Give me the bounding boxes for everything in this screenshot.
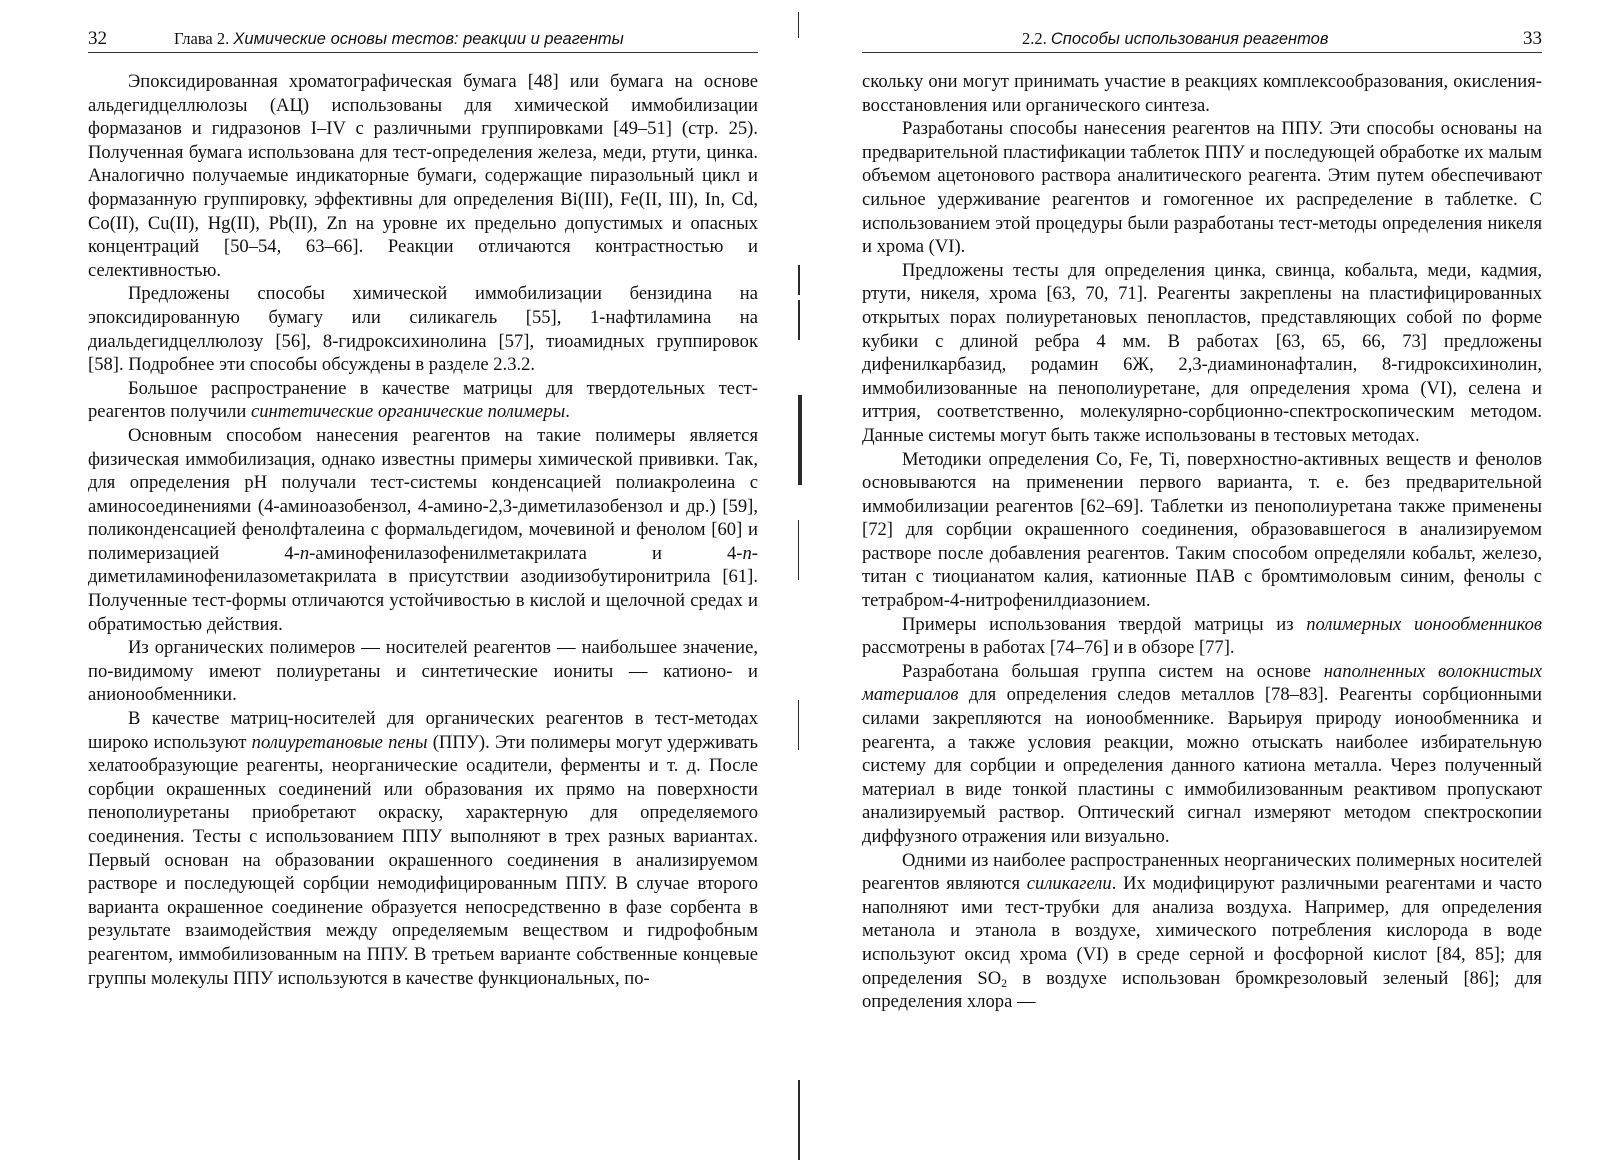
- text-run: В качестве матриц-носителей для органических реагентов в тест-методах широко используют: [88, 708, 758, 753]
- running-head-title: [1022, 29, 1328, 49]
- chapter-title: Химические основы тестов: реакции и реагенты: [233, 30, 624, 48]
- italic-term: наполненных волокнистых материалов: [862, 660, 1542, 706]
- text-run: Предложены тесты для определения цинка, свинца, кобальта, меди, кадмия, ртути, никеля, хрома [63, 70, 71]. Реагенты закреплены на пластифицированных открытых порах полиуретановых пенопластов, представляющих собой по форме кубики с длиной ребра 4 мм. В работах [63, 65, 66, 73] предложены дифенилкарбазид, родамин 6Ж, 2,3-диаминонафталин, 8-гидроксихинолин, иммобилизованные на пенополиуретане, для определения хрома (VI), селена и иттрия, соответственно, молекулярно-сорбционно-спектроскопическим методом. Данные системы могут быть также использованы в тестовых методах.: [862, 259, 1542, 446]
- italic-term: п: [742, 542, 752, 564]
- text-run: (ППУ). Эти полимеры могут удерживать хелатообразующие реагенты, неорганические осадители, ферменты и т. д. После сорбции окрашенных соединений или образования их прямо на поверхности пенополиуретаны приобретают окраску, характерную для определяемого соединения. Тесты с использованием ППУ выполняют в трех разных вариантах. Первый основан на образовании окрашенного соединения в анализируемом растворе и последующей сорбции немодифицированным ППУ. В случае второго варианта окрашенное соединение образуется непосредственно в фазе сорбента в результате взаимодействия между определяемым веществом и гидрофобным реагентом, иммобилизованным на ППУ. В третьем варианте собственные концевые группы молекулы ППУ используются в качестве функциональных, по-: [88, 731, 758, 989]
- paragraph: [88, 70, 758, 282]
- text-run: Большое распространение в качестве матрицы для твердотельных тест-реагентов получили: [88, 377, 758, 423]
- text-run: Примеры использования твердой матрицы из: [902, 613, 1307, 635]
- text-run: скольку они могут принимать участие в реакциях комплексообразования, окисления-восстановления или органического синтеза.: [862, 71, 1542, 116]
- text-run: Основным способом нанесения реагентов на такие полимеры является физическая иммобилизация, однако известны примеры химической прививки. Так, для определения pH получали тест-системы конденсацией полиакролеина с аминосоединениями (4-аминоазобензол, 4-амино-2,3-диметилазобензол и др.) [59], поликонденсацией фенолфталеина с формальдегидом, мочевиной и фенолом [60] и полимеризацией 4-: [88, 424, 758, 564]
- paragraph: [88, 377, 758, 424]
- paragraph: [862, 117, 1542, 259]
- subscript: 2: [1001, 975, 1008, 990]
- text-run: Предложены способы химической иммобилизации бензидина на эпоксидированную бумагу или силикагель [55], 1-нафтиламина на диальдегидцеллюлозу [56], 8-гидроксихинолина [57], тиоамидных группировок [58]. Подробнее эти способы обсуждены в разделе 2.3.2.: [88, 283, 758, 376]
- section-title: Способы использования реагентов: [1050, 30, 1329, 48]
- binding-gutter: [790, 0, 812, 1167]
- paragraph: [862, 613, 1542, 660]
- text-run: Эпоксидированная хроматографическая бумага [48] или бумага на основе альдегидцеллюлозы (АЦ) использованы для химической иммобилизации формазанов и гидразонов I–IV с различными группировками [49–51] (стр. 25). Полученная бумага использована для тест-определения железа, меди, ртути, цинка. Аналогично получаемые индикаторные бумаги, содержащие пиразольный цикл и формазанную группировку, эффективны для определения Bi(III), Fe(II, III), In, Cd, Co(II), Cu(II), Hg(II), Pb(II), Zn на уровне их предельно допустимых и опасных концентраций [50–54, 63–66]. Реакции отличаются контрастностью и селективностью.: [88, 71, 758, 281]
- running-head-title: [174, 29, 624, 49]
- page-number: 32: [88, 28, 107, 49]
- italic-term: полимерных ионообменников: [1306, 613, 1542, 635]
- italic-term: полиуретановые пены: [251, 731, 428, 753]
- paragraph: [88, 424, 758, 636]
- running-head: [88, 28, 758, 53]
- section-label: 2.2.: [1022, 29, 1047, 48]
- italic-term: силикагели: [1026, 873, 1112, 895]
- paragraph: [862, 448, 1542, 613]
- paragraph: [88, 636, 758, 707]
- text-run: Методики определения Co, Fe, Ti, поверхностно-активных веществ и фенолов основываются на применении первого варианта, т. е. без предварительной иммобилизации реагентов [62–69]. Таблетки из пенополиуретана также применены [72] для сорбции окрашенного соединения, образовавшегося в анализируемом растворе после добавления реагентов. Таким способом определяли кобальт, железо, титан с тиоцианатом калия, катионные ПАВ с бромтимоловым синим, фенолы с тетрабром-4-нитрофенилдиазонием.: [862, 448, 1542, 612]
- page-body: [862, 70, 1542, 1014]
- chapter-label: Глава 2.: [174, 29, 230, 48]
- text-run: .: [565, 401, 570, 423]
- text-run: Разработана большая группа систем на основе: [902, 660, 1324, 682]
- paragraph: [88, 707, 758, 990]
- paragraph: [862, 849, 1542, 1014]
- page-number: 33: [1523, 28, 1542, 49]
- italic-term: синтетические органические полимеры: [250, 401, 566, 423]
- running-head: [862, 28, 1542, 53]
- paragraph: [862, 70, 1542, 117]
- left-page: [88, 0, 758, 1167]
- paragraph: [862, 660, 1542, 849]
- text-run: рассмотрены в работах [74–76] и в обзоре [77].: [862, 637, 1235, 659]
- text-run: Разработаны способы нанесения реагентов на ППУ. Эти способы основаны на предварительной пластификации таблеток ППУ и последующей обработке их малым объемом ацетонового раствора аналитического реагента. Этим путем обеспечивают сильное удерживание реагентов и гомогенное их распределение в таблетке. С использованием этой процедуры были разработаны тест-методы определения никеля и хрома (VI).: [862, 118, 1542, 258]
- page-body: [88, 70, 758, 990]
- paragraph: [862, 259, 1542, 448]
- text-run: для определения следов металлов [78–83]. Реагенты сорбционными силами закрепляются на ионообменнике. Варьируя природу ионообменника и реагента, а также условия реакции, можно отыскать наиболее избирательную систему для сорбции и определения данного катиона металла. Через полученный материал в виде тонкой пластины с иммобилизованным реактивом пропускают анализируемый раствор. Оптический сигнал измеряют методом спектроскопии диффузного отражения или визуально.: [862, 684, 1542, 847]
- italic-term: п: [299, 542, 310, 564]
- text-run: Одними из наиболее распространенных неорганических полимерных носителей реагентов являются: [862, 849, 1542, 895]
- paragraph: [88, 282, 758, 376]
- text-run: -аминофенилазофенилметакрилата и 4-: [309, 542, 743, 564]
- right-page: [862, 0, 1542, 1167]
- text-run: в воздухе использован бромкрезоловый зеленый [86]; для определения хлора —: [862, 967, 1542, 1013]
- text-run: Из органических полимеров — носителей реагентов — наибольшее значение, по-видимому имеют полиуретаны и синтетические иониты — катионо- и анионообменники.: [88, 637, 758, 706]
- text-run: -диметиламинофенилазометакрилата в присутствии азодиизобутиронитрила [61]. Полученные тест-формы отличаются устойчивостью в кислой и щелочной средах и обратимостью действия.: [88, 542, 758, 635]
- text-run: . Их модифицируют различными реагентами и часто наполняют ими тест-трубки для анализа воздуха. Например, для определения метанола и этанола в воздухе, химического потребления кислорода в воде используют оксид хрома (VI) в среде серной и фосфорной кислот [84, 85]; для определения SO: [862, 873, 1542, 989]
